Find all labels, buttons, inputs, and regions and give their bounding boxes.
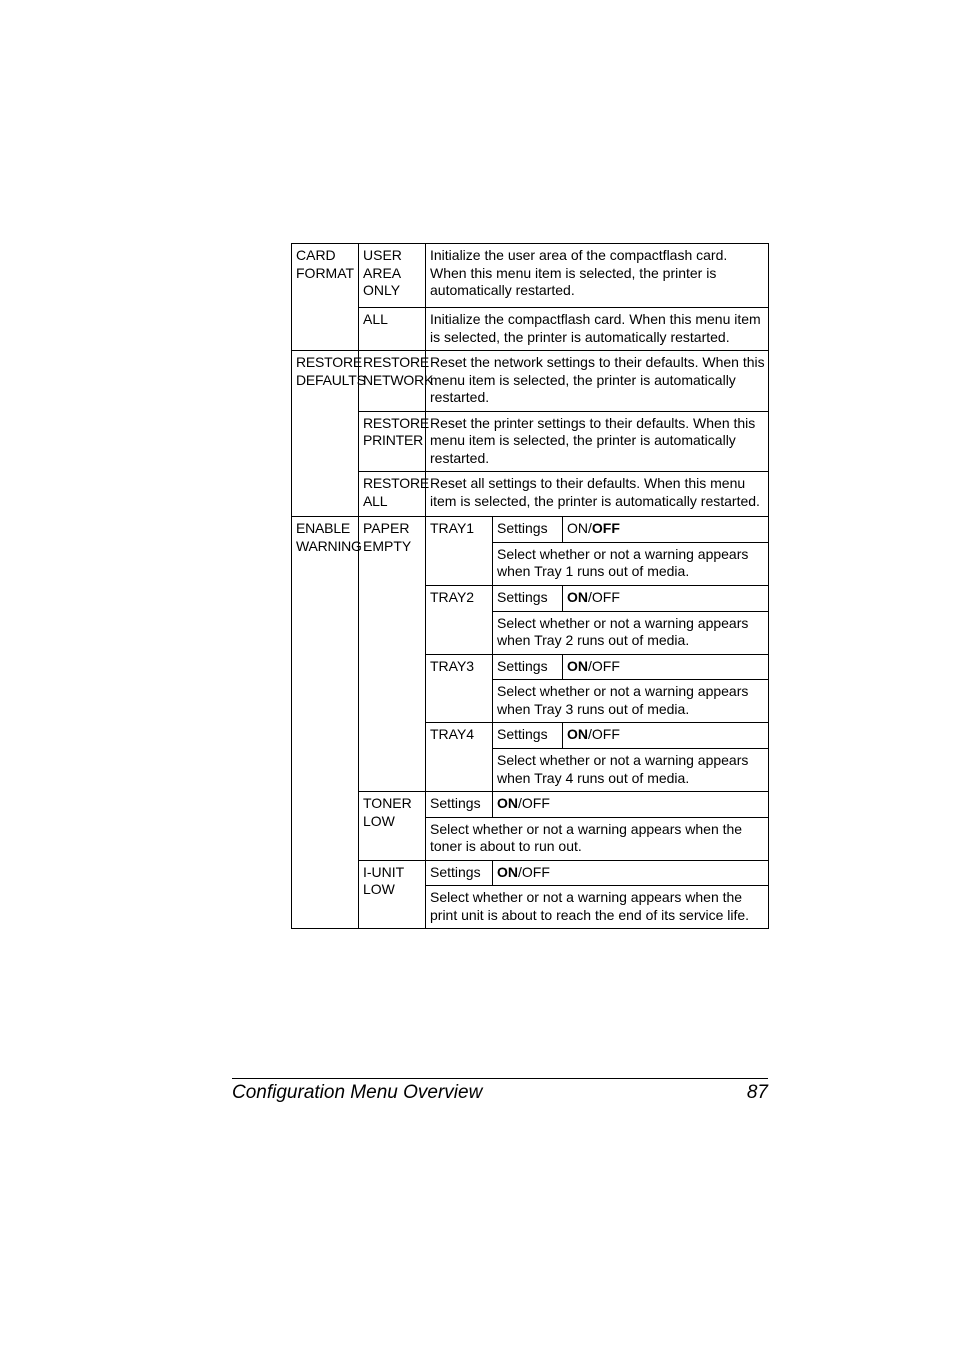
tray3-settings-value: ON/OFF: [563, 654, 769, 680]
toner-low-settings-row: [292, 792, 769, 818]
i-unit-low-description: Select whether or not a warning appears when the print unit is about to reach the end of its service life.: [426, 886, 769, 929]
card-format-label: CARD FORMAT: [292, 244, 359, 351]
tray3-option-off: OFF: [591, 657, 620, 674]
tray4-description: Select whether or not a warning appears when Tray 4 runs out of media.: [493, 749, 769, 792]
restore-network-description: Reset the network settings to their defaults. When this menu item is selected, the printer is automatically restarted.: [426, 351, 769, 412]
tray1-option-off-default: OFF: [591, 520, 620, 536]
card-format-all-row: [292, 308, 769, 351]
page-number: 87: [746, 1082, 768, 1103]
i-unit-low-settings-value: ON/OFF: [493, 860, 769, 886]
i-unit-low-option-off: OFF: [521, 863, 550, 880]
restore-printer-row: [292, 411, 769, 472]
restore-all-description: Reset all settings to their defaults. When this menu item is selected, the printer is automatically restarted.: [426, 472, 769, 517]
restore-network-label: RESTORE NETWORK: [359, 351, 426, 412]
toner-low-label: TONER LOW: [359, 792, 426, 861]
tray1-settings-value: ON/OFF: [563, 517, 769, 543]
tray1-description: Select whether or not a warning appears when Tray 1 runs out of media.: [493, 542, 769, 585]
toner-low-settings-value: ON/OFF: [493, 792, 769, 818]
tray4-option-on-default: ON: [567, 726, 588, 742]
configuration-menu-table: [291, 243, 769, 929]
user-area-only-description: Initialize the user area of the compactflash card. When this menu item is selected, the printer is automatically restarted.: [426, 244, 769, 308]
tray1-settings-row: [292, 517, 769, 543]
tray1-settings-label: Settings: [493, 517, 563, 543]
paper-empty-label: PAPER EMPTY: [359, 517, 426, 792]
tray1-option-on: ON: [567, 520, 588, 536]
tray3-settings-label: Settings: [493, 654, 563, 680]
tray3-option-on-default: ON: [567, 657, 588, 674]
tray2-option-off: OFF: [591, 588, 620, 605]
toner-low-option-on-default: ON: [497, 795, 518, 811]
tray4-option-off: OFF: [591, 726, 620, 742]
footer-divider: [232, 1078, 768, 1079]
restore-defaults-label: RESTORE DEFAULTS: [292, 351, 359, 517]
tray4-label: TRAY4: [426, 723, 493, 792]
restore-network-row: [292, 351, 769, 412]
enable-warning-label: ENABLE WARNING: [292, 517, 359, 929]
restore-printer-description: Reset the printer settings to their defaults. When this menu item is selected, the printer is automatically restarted.: [426, 411, 769, 472]
tray3-label: TRAY3: [426, 654, 493, 723]
card-format-all-label: ALL: [359, 308, 426, 351]
user-area-only-label: USER AREA ONLY: [359, 244, 426, 308]
i-unit-low-settings-label: Settings: [426, 860, 493, 886]
tray2-settings-label: Settings: [493, 585, 563, 611]
tray2-label: TRAY2: [426, 585, 493, 654]
tray4-settings-value: ON/OFF: [563, 723, 769, 749]
toner-low-settings-label: Settings: [426, 792, 493, 818]
tray4-settings-label: Settings: [493, 723, 563, 749]
i-unit-low-label: I-UNIT LOW: [359, 860, 426, 929]
footer-title: Configuration Menu Overview: [232, 1082, 483, 1103]
restore-all-row: [292, 472, 769, 517]
card-format-user-area-row: [292, 244, 769, 308]
tray2-settings-value: ON/OFF: [563, 585, 769, 611]
card-format-all-description: Initialize the compactflash card. When this menu item is selected, the printer is automatically restarted.: [426, 308, 769, 351]
i-unit-low-settings-row: [292, 860, 769, 886]
tray1-label: TRAY1: [426, 517, 493, 586]
tray3-description: Select whether or not a warning appears when Tray 3 runs out of media.: [493, 680, 769, 723]
i-unit-low-option-on-default: ON: [497, 863, 518, 880]
toner-low-description: Select whether or not a warning appears when the toner is about to run out.: [426, 817, 769, 860]
tray2-description: Select whether or not a warning appears when Tray 2 runs out of media.: [493, 611, 769, 654]
tray2-option-on-default: ON: [567, 588, 588, 605]
restore-all-label: RESTORE ALL: [359, 472, 426, 517]
restore-printer-label: RESTORE PRINTER: [359, 411, 426, 472]
toner-low-option-off: OFF: [521, 795, 550, 811]
